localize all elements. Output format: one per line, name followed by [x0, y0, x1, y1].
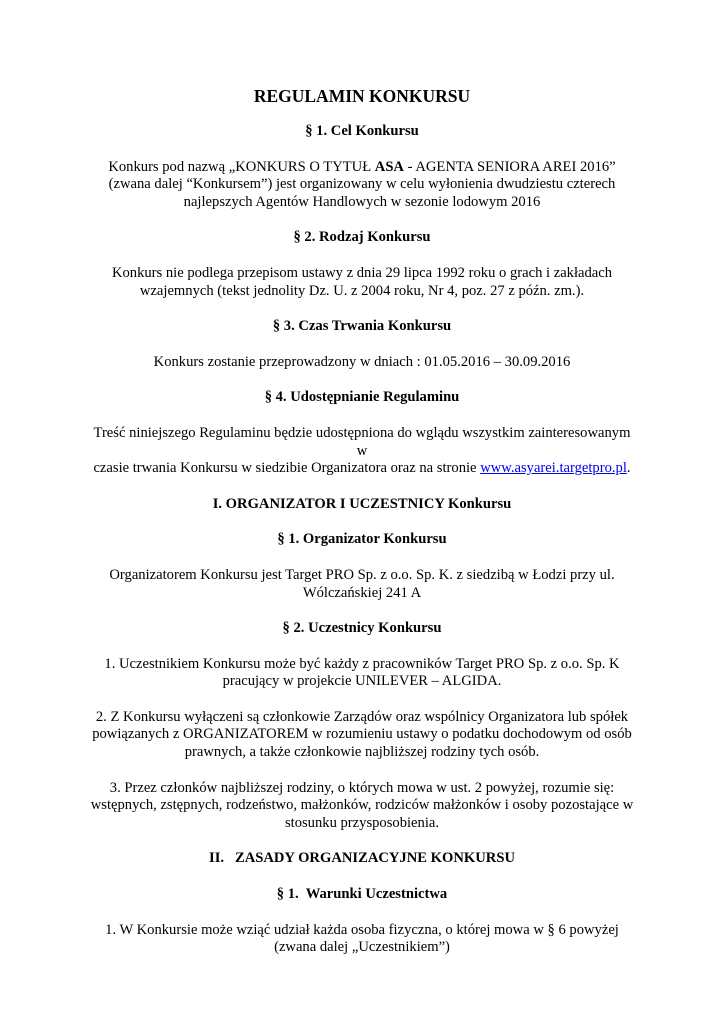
- text-fragment: Konkurs pod nazwą „KONKURS O TYTUŁ: [108, 158, 375, 175]
- part-heading-organizator: I. ORGANIZATOR I UCZESTNICY Konkursu: [212, 495, 512, 512]
- document-title: REGULAMIN KONKURSU: [253, 86, 471, 106]
- text-line: najlepszych Agentów Handlowych w sezonie lodowym 2016: [183, 193, 541, 210]
- text-line: 2. Z Konkursu wyłączeni są członkowie Zarządów oraz wspólnicy Organizatora lub spółek: [95, 708, 629, 725]
- paragraph-uczestnicy-1: [88, 656, 636, 691]
- text-line: wzajemnych (tekst jednolity Dz. U. z 2004 roku, Nr 4, poz. 27 z późn. zm.).: [139, 282, 585, 299]
- website-link[interactable]: www.asyarei.targetpro.pl: [480, 460, 627, 477]
- text-line: [88, 159, 636, 177]
- text-fragment: czasie trwania Konkursu w siedzibie Organizatora oraz na stronie: [93, 460, 481, 477]
- section-text-udostepnianie: [88, 425, 636, 478]
- text-line: Organizatorem Konkursu jest Target PRO Sp. z o.o. Sp. K. z siedzibą w Łodzi przy ul.: [109, 566, 615, 583]
- text-line: 1. W Konkursie może wziąć udział każda osoba fizyczna, o której mowa w § 6 powyżej: [105, 921, 619, 938]
- section-heading-rodzaj: § 2. Rodzaj Konkursu: [293, 229, 431, 246]
- section-heading-cel: § 1. Cel Konkursu: [305, 123, 419, 139]
- section-heading-organizator: § 1. Organizator Konkursu: [277, 531, 447, 548]
- text-line: stosunku przysposobienia.: [284, 814, 440, 831]
- part-heading-zasady: II. ZASADY ORGANIZACYJNE KONKURSU: [209, 850, 515, 867]
- text-bold-asa: ASA: [374, 158, 404, 175]
- text-line: Treść niniejszego Regulaminu będzie udostępniona do wglądu wszystkim zainteresowanym w: [93, 424, 631, 459]
- text-fragment: .: [626, 460, 631, 477]
- section-heading-uczestnicy: § 2. Uczestnicy Konkursu: [282, 620, 442, 637]
- text-line: pracujący w projekcie UNILEVER – ALGIDA.: [222, 673, 502, 690]
- section-heading-warunki: § 1. Warunki Uczestnictwa: [276, 886, 448, 903]
- text-fragment: - AGENTA SENIORA AREI 2016”: [403, 158, 616, 175]
- text-line: (zwana dalej „Uczestnikiem”): [274, 939, 450, 956]
- section-heading-udostepnianie: § 4. Udostępnianie Regulaminu: [264, 389, 460, 406]
- section-text-rodzaj: [88, 265, 636, 300]
- section-text-warunki: [88, 922, 636, 957]
- text-line: wstępnych, zstępnych, rodzeństwo, małżonków, rodziców małżonków i osoby pozostające w: [90, 797, 634, 814]
- document-page: [88, 86, 636, 957]
- section-text-cel: [88, 159, 636, 212]
- text-line: powiązanych z ORGANIZATOREM w rozumieniu ustawy o podatku dochodowym od osób: [92, 726, 632, 743]
- section-text-czas: [88, 354, 636, 372]
- text-line: (zwana dalej “Konkursem”) jest organizowany w celu wyłonienia dwudziestu czterech: [108, 176, 616, 193]
- text-line: [88, 460, 636, 478]
- section-heading-czas: § 3. Czas Trwania Konkursu: [272, 318, 452, 335]
- text-line: 1. Uczestnikiem Konkursu może być każdy z pracowników Target PRO Sp. z o.o. Sp. K: [104, 655, 620, 672]
- text-line: Wólczańskiej 241 A: [302, 584, 422, 601]
- text-line: 3. Przez członków najbliższej rodziny, o których mowa w ust. 2 powyżej, rozumie się:: [109, 779, 615, 796]
- text-line: Konkurs zostanie przeprowadzony w dniach : 01.05.2016 – 30.09.2016: [153, 353, 571, 370]
- text-line: prawnych, a także członkowie najbliższej rodziny tych osób.: [184, 744, 540, 761]
- paragraph-uczestnicy-3: [88, 780, 636, 833]
- paragraph-uczestnicy-2: [88, 709, 636, 762]
- section-text-organizator: [88, 567, 636, 602]
- text-line: Konkurs nie podlega przepisom ustawy z dnia 29 lipca 1992 roku o grach i zakładach: [111, 264, 613, 281]
